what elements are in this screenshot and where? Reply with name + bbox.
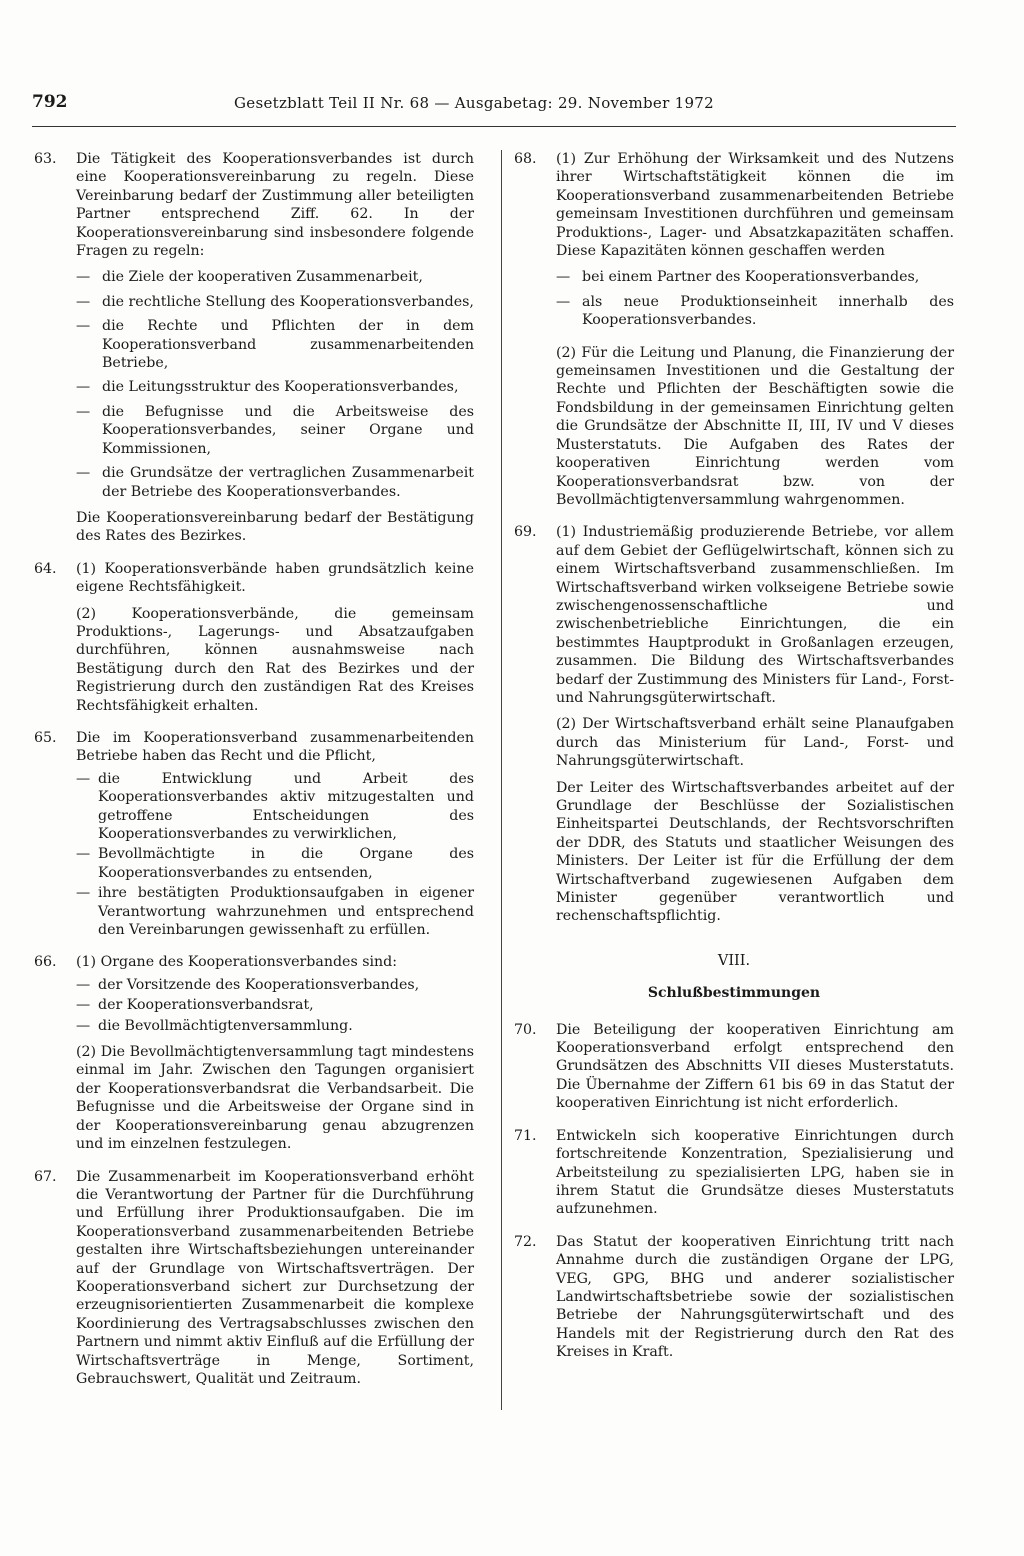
right-column — [514, 150, 954, 1376]
paragraph-67 — [34, 1168, 474, 1389]
gazette-title: Gesetzblatt Teil II Nr. 68 — Ausgabetag: 29. November 1972 — [234, 94, 714, 112]
item-number: 69. — [514, 524, 537, 541]
item-text: (2) Für die Leitung und Planung, die Finanzierung der gemeinsamen Investitionen und die Gestaltung der Rechte und Pflichten der Beschäftigten sowie die Fondsbildung in der gemeinsamen Einrichtung gelten die Grundsätze der Abschnitte II, III, IV und V dieses Musterstatuts. Die Aufgaben des Rates der kooperativen Einrichtung werden vom Kooperationsverbandsrat bzw. von der Bevollmächtigtenversammlung wahrgenommen. — [556, 344, 954, 508]
list-item: — die Leitungsstruktur des Kooperationsverbandes, — [76, 378, 474, 396]
page-header — [32, 92, 956, 128]
item-text: (1) Zur Erhöhung der Wirksamkeit und des Nutzens ihrer Wirtschaftstätigkeit können die im Kooperationsverband zusammenarbeitenden Betriebe gemeinsam Investitionen durchführen und gemeinsam Produktions-, Lager- und Absatzkapazitäten schaffen. Diese Kapazitäten können geschaffen werden — [556, 151, 954, 260]
item-text: Die im Kooperationsverband zusammenarbeitenden Betriebe haben das Recht und die Pflicht, — [76, 729, 474, 765]
paragraph-64 — [34, 560, 474, 715]
item-number: 68. — [514, 151, 537, 167]
page-number: 792 — [32, 92, 68, 112]
column-divider — [501, 150, 502, 1410]
left-column — [34, 150, 474, 1402]
list-item: — die Befugnisse und die Arbeitsweise des Kooperationsverbandes, seiner Organe und Kommissionen, — [76, 403, 474, 458]
item-number: 71. — [514, 1127, 537, 1144]
list-item: — die Entwicklung und Arbeit des Kooperationsverbandes aktiv mitzugestalten und getroffene Entscheidungen des Kooperationsverbandes zu verwirklichen, — [76, 770, 474, 844]
section-heading: Schlußbestimmungen — [647, 985, 821, 1002]
list-item: — der Kooperationsverbandsrat, — [76, 996, 474, 1014]
item-text: Der Leiter des Wirtschaftsverbandes arbeitet auf der Grundlage der Beschlüsse der Sozialistischen Einheitspartei Deutschlands, der Rechtsvorschriften der DDR, des Statuts und staatlicher Weisungen des Ministers. Der Leiter ist für die Erfüllung der dem Wirtschaftverband zugewiesenen Aufgaben dem Minister gegenüber verantwortlich und rechenschaftspflichtig. — [556, 779, 954, 925]
paragraph-71 — [514, 1127, 954, 1219]
item-number: 66. — [34, 954, 57, 971]
list-item: — die Bevollmächtigtenversammlung. — [76, 1017, 474, 1035]
item-number: 70. — [514, 1021, 537, 1038]
item-text: (1) Kooperationsverbände haben grundsätzlich keine eigene Rechtsfähigkeit. — [76, 560, 474, 596]
paragraph-66 — [34, 953, 474, 1153]
item-text: Die Kooperationsvereinbarung bedarf der Bestätigung des Rates des Bezirkes. — [76, 509, 474, 545]
item-text: Entwickeln sich kooperative Einrichtungen durch fortschreitende Konzentration, Spezialisierung und Arbeitsteilung zu spezialisierten LPG, haben sie in ihrem Statut die Grundsätze dieses Musterstatuts aufzunehmen. — [556, 1127, 954, 1218]
list-item: — die rechtliche Stellung des Kooperationsverbandes, — [76, 293, 474, 311]
list-item: — bei einem Partner des Kooperationsverbandes, — [556, 268, 954, 286]
item-text: (2) Der Wirtschaftsverband erhält seine Planaufgaben durch das Ministerium für Land-, Forst- und Nahrungsgüterwirtschaft. — [556, 716, 954, 770]
paragraph-72 — [514, 1233, 954, 1362]
item-text: (1) Industriemäßig produzierende Betriebe, vor allem auf dem Gebiet der Geflügelwirtschaft, können sich zu einem Wirtschaftsverband zusammenschließen. Im Wirtschaftsverband wirken volkseigene Betriebe sowie zwischengenossenschaftliche und zwischenbetriebliche Einrichtungen, die ein bestimmtes Hauptprodukt in Großanlagen erzeugen, zusammen. Die Bildung des Wirtschaftsverbandes bedarf der Zustimmung des Ministers für Land-, Forst- und Nahrungsgüterwirtschaft. — [556, 524, 954, 706]
item-text: (1) Organe des Kooperationsverbandes sind: — [76, 954, 398, 971]
paragraph-68 — [514, 150, 954, 509]
item-text: Die Beteiligung der kooperativen Einrichtung am Kooperationsverband erfolgt entsprechend den Grundsätzen des Abschnitts VII dieses Musterstatuts. Die Übernahme der Ziffern 61 bis 69 in das Statut der kooperativen Einrichtung ist nicht erforderlich. — [556, 1021, 954, 1112]
list-item: — als neue Produktionseinheit innerhalb des Kooperationsverbandes. — [556, 293, 954, 330]
dash-list — [556, 268, 954, 329]
item-number: 72. — [514, 1233, 537, 1250]
list-item: — der Vorsitzende des Kooperationsverbandes, — [76, 976, 474, 994]
header-rule — [32, 126, 956, 127]
item-text: Die Zusammenarbeit im Kooperationsverband erhöht die Verantwortung der Partner für die Durchführung und Erfüllung ihrer Produktionsaufgaben. Die im Kooperationsverband zusammenarbeitenden Betriebe gestalten ihre Wirtschaftsbeziehungen untereinander auf der Grundlage von Wirtschaftsverträgen. Der Kooperationsverband sichert zur Durchsetzung der erzeugnisorientierten Zusammenarbeit die komplexe Koordinierung des Vertragsabschlusses zwischen den Partnern und nimmt aktiv Einfluß auf die Erfüllung der Wirtschaftsverträge in Menge, Sortiment, Gebrauchswert, Qualität und Zeitraum. — [76, 1168, 474, 1387]
list-item: — ihre bestätigten Produktionsaufgaben in eigener Verantwortung wahrzunehmen und entsprechend den Vereinbarungen gewissenhaft zu erfüllen. — [76, 884, 474, 939]
item-text: (2) Kooperationsverbände, die gemeinsam Produktions-, Lagerungs- und Absatzaufgaben durchführen, können ausnahmsweise nach Bestätigung durch den Rat des Bezirkes und der Registrierung durch den zuständigen Rat des Kreises Rechtsfähigkeit erhalten. — [76, 605, 474, 714]
item-text: Die Tätigkeit des Kooperationsverbandes ist durch eine Kooperationsvereinbarung zu regeln. Diese Vereinbarung bedarf der Zustimmung aller beteiligten Partner entsprechend Ziff. 62. In der Kooperationsvereinbarung sind insbesondere folgende Fragen zu regeln: — [76, 151, 474, 260]
item-number: 64. — [34, 560, 57, 577]
paragraph-65 — [34, 729, 474, 939]
list-item: — die Rechte und Pflichten der in dem Kooperationsverband zusammenarbeitenden Betriebe, — [76, 317, 474, 372]
item-text: Das Statut der kooperativen Einrichtung tritt nach Annahme durch die zuständigen Organe der LPG, VEG, GPG, BHG und anderer sozialistischer Landwirtschaftsbetriebe sowie der sozialistischen Betriebe der Nahrungsgüterwirtschaft und des Handels mit der Registrierung durch den Rat des Kreises in Kraft. — [556, 1233, 954, 1361]
dash-list — [76, 268, 474, 500]
list-item: — die Grundsätze der vertraglichen Zusammenarbeit der Betriebe des Kooperationsverbandes. — [76, 464, 474, 501]
item-number: 65. — [34, 729, 57, 746]
section-number: VIII. — [717, 952, 751, 969]
list-item: — Bevollmächtigte in die Organe des Kooperationsverbandes zu entsenden, — [76, 845, 474, 882]
dash-list — [76, 770, 474, 940]
item-text: (2) Die Bevollmächtigtenversammlung tagt mindestens einmal im Jahr. Zwischen den Tagungen organisiert der Kooperationsverbandsrat die Verbandsarbeit. Die Befugnisse und die Arbeitsweise der Organe sind in der Kooperationsvereinbarung genau abzugrenzen und im einzelnen festzulegen. — [76, 1044, 474, 1153]
item-number: 63. — [34, 151, 57, 167]
paragraph-69 — [514, 523, 954, 926]
paragraph-70 — [514, 1021, 954, 1113]
item-number: 67. — [34, 1168, 57, 1185]
dash-list — [76, 976, 474, 1035]
list-item: — die Ziele der kooperativen Zusammenarbeit, — [76, 268, 474, 286]
paragraph-63 — [34, 150, 474, 546]
